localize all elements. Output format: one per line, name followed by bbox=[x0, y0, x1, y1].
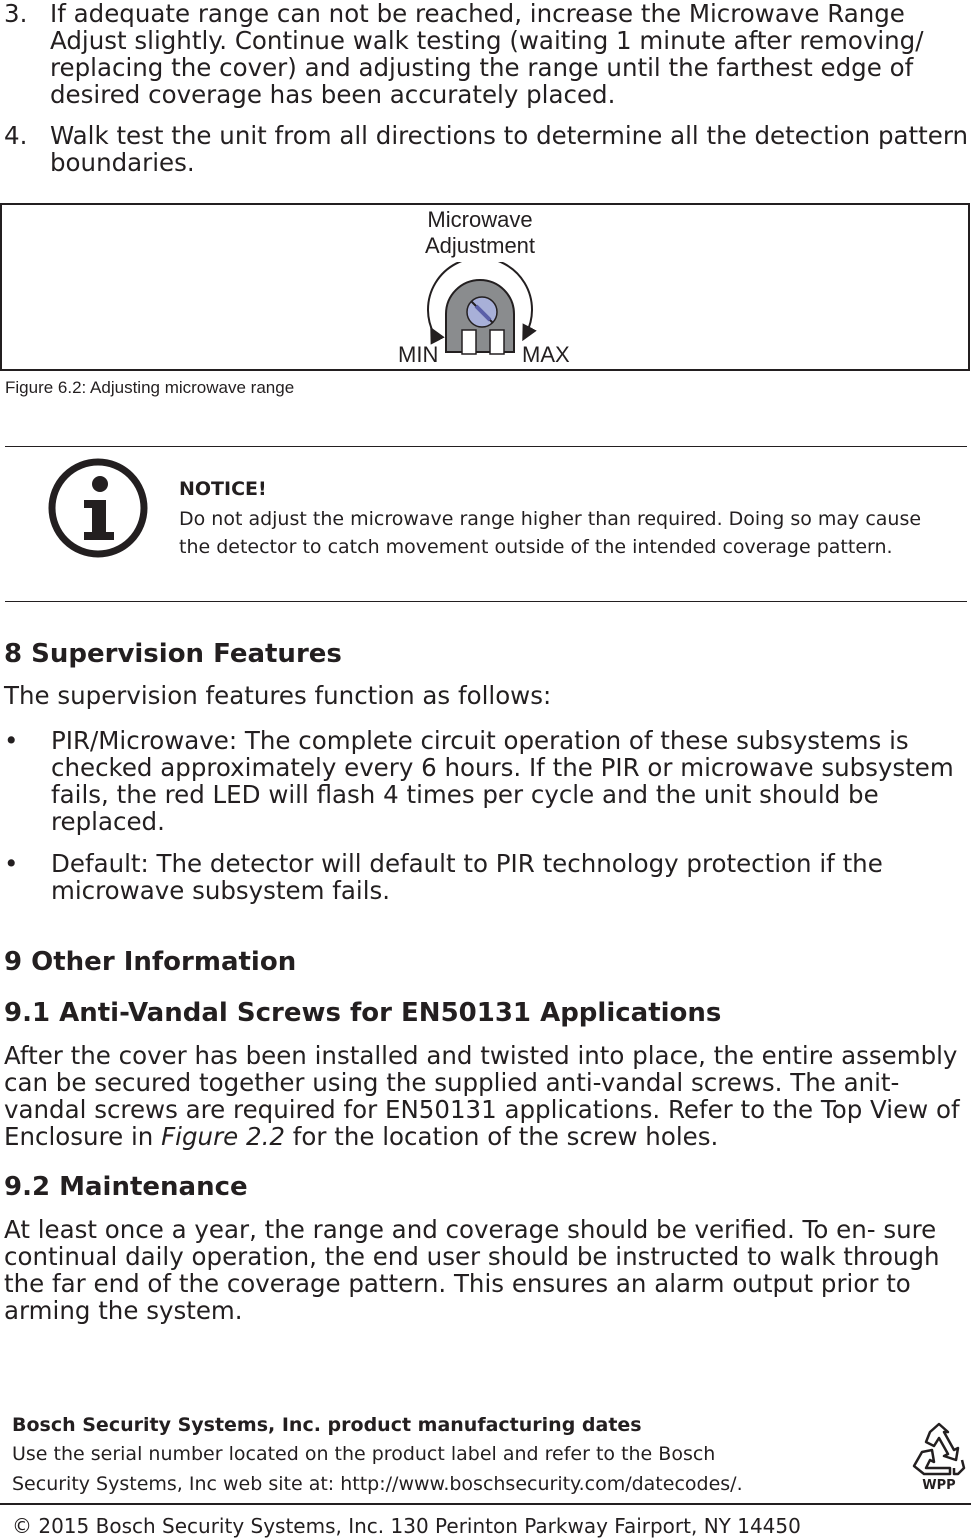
figure-reference: Figure 2.2 bbox=[161, 1122, 285, 1151]
notice-bottom-rule bbox=[5, 601, 967, 602]
section-8-heading: 8 Supervision Features bbox=[4, 639, 342, 669]
bullet-symbol: • bbox=[4, 849, 19, 878]
figure-caption: Figure 6.2: Adjusting microwave range bbox=[5, 378, 295, 397]
bullet-item bbox=[4, 727, 954, 835]
section-9-2-text: At least once a year, the range and coverage should be verified. To en- sure continual daily operation, the end user should be instructed to walk through the far end of the coverage pattern. This ensures an alarm output prior to arming the system. bbox=[4, 1215, 940, 1325]
section-9-1-heading: 9.1 Anti-Vandal Screws for EN50131 Applications bbox=[4, 998, 722, 1028]
figure-label-line1: Microwave bbox=[427, 207, 533, 232]
figure-label bbox=[380, 207, 580, 259]
bullet-symbol: • bbox=[4, 726, 19, 755]
min-label: MIN bbox=[398, 342, 439, 367]
section-9-1-text-b: for the location of the screw holes. bbox=[284, 1122, 719, 1151]
footer-line-2: Security Systems, Inc web site at: http://www.boschsecurity.com/datecodes/. bbox=[12, 1473, 743, 1495]
section-9-2-heading: 9.2 Maintenance bbox=[4, 1172, 248, 1202]
section-9-heading: 9 Other Information bbox=[4, 947, 297, 977]
section-8-intro: The supervision features function as follows: bbox=[4, 681, 552, 710]
footer-title: Bosch Security Systems, Inc. product manufacturing dates bbox=[12, 1414, 642, 1436]
section-9-1-text bbox=[4, 1042, 970, 1150]
footer-line-1: Use the serial number located on the product label and refer to the Bosch bbox=[12, 1443, 716, 1465]
step-number: 3. bbox=[4, 0, 28, 28]
wpp-label: WPP bbox=[922, 1478, 956, 1492]
notice-top-rule bbox=[5, 446, 967, 447]
copyright: © 2015 Bosch Security Systems, Inc. 130 Perinton Parkway Fairport, NY 14450 bbox=[12, 1514, 801, 1538]
footer-body bbox=[12, 1439, 812, 1499]
terminal-right bbox=[490, 330, 504, 354]
step-number: 4. bbox=[4, 121, 28, 150]
step-text: Walk test the unit from all directions to determine all the detection pattern boundaries. bbox=[50, 121, 968, 177]
max-label: MAX bbox=[522, 342, 570, 367]
section-9-1-text-a: After the cover has been installed and twisted into place, the entire assembly can be secured together using the supplied anti-vandal screws. The anit-vandal screws are required for EN50131 applications. Refer to the Top View of Enclosure in bbox=[4, 1041, 960, 1151]
potentiometer-diagram bbox=[420, 262, 550, 362]
recycle-icon bbox=[910, 1422, 968, 1492]
notice-title: NOTICE! bbox=[179, 478, 267, 500]
bullet-text: Default: The detector will default to PIR technology protection if the microwave subsystem fails. bbox=[51, 849, 883, 905]
bullet-item bbox=[4, 850, 954, 904]
info-icon bbox=[46, 456, 150, 560]
figure-label-line2: Adjustment bbox=[424, 233, 536, 258]
footer-rule bbox=[0, 1503, 971, 1505]
notice-body: Do not adjust the microwave range higher than required. Doing so may cause the detector to catch movement outside of the intended coverage pattern. bbox=[179, 508, 922, 558]
step-text: If adequate range can not be reached, increase the Microwave Range Adjust slightly. Continue walk testing (waiting 1 minute after removing/ replacing the cover) and adjusting the range until the farthest edge of desired coverage has been accurately placed. bbox=[50, 0, 924, 109]
step-3 bbox=[4, 0, 970, 108]
terminal-left bbox=[462, 330, 476, 354]
bullet-text: PIR/Microwave: The complete circuit operation of these subsystems is checked approximately every 6 hours. If the PIR or microwave subsystem fails, the red LED will flash 4 times per cycle and the unit should be replaced. bbox=[51, 726, 954, 836]
step-4 bbox=[4, 122, 970, 176]
